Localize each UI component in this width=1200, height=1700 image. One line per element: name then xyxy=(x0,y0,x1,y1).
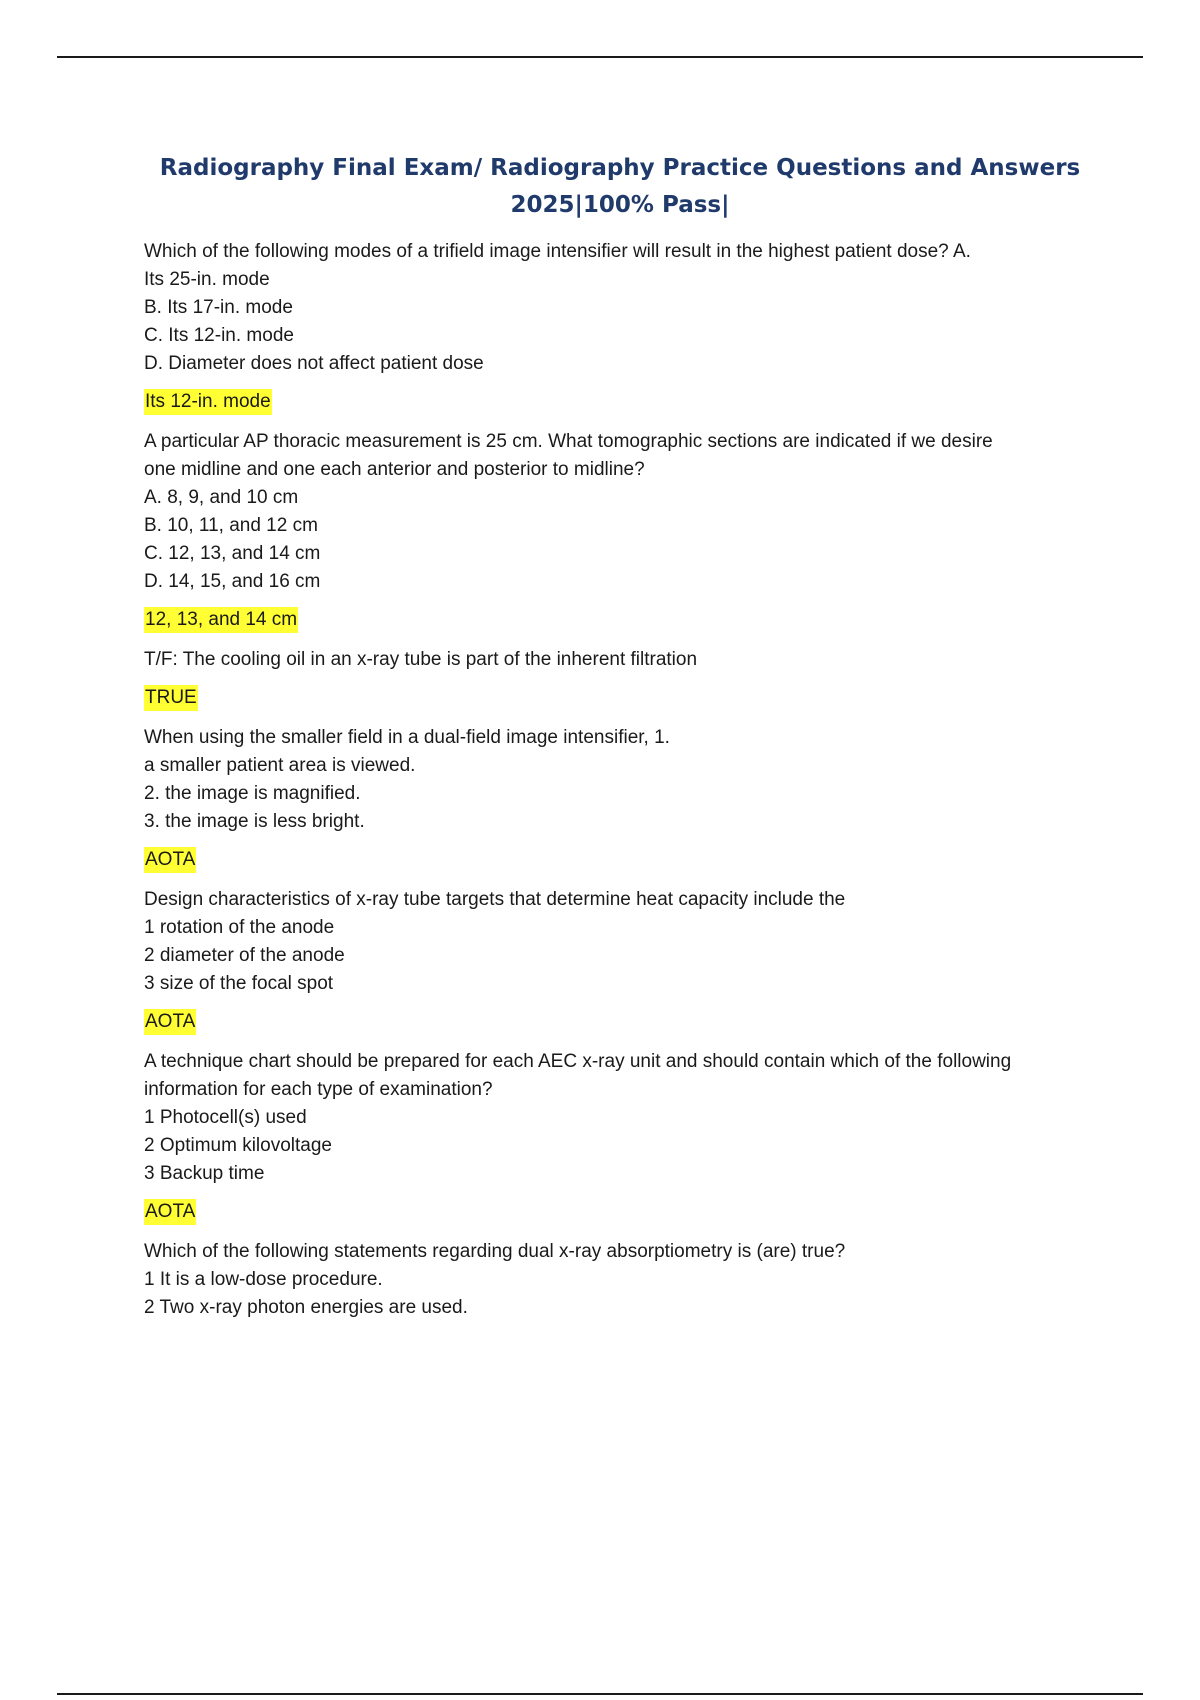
title-line-1: Radiography Final Exam/ Radiography Practice Questions and Answers xyxy=(159,155,1081,181)
question-text-line: 2 diameter of the anode xyxy=(144,945,345,966)
question-item xyxy=(144,646,1094,674)
question-text-line: A particular AP thoracic measurement is 25 cm. What tomographic sections are indicated if we desire xyxy=(144,431,993,452)
answer-highlight: AOTA xyxy=(144,1199,196,1225)
question-text-line: D. 14, 15, and 16 cm xyxy=(144,571,321,592)
question-text-line: Design characteristics of x-ray tube targets that determine heat capacity include the xyxy=(144,889,846,910)
answer-highlight: AOTA xyxy=(144,847,196,873)
header-rule xyxy=(57,56,1143,58)
question-text-line: 3 Backup time xyxy=(144,1163,265,1184)
question-text-line: A technique chart should be prepared for each AEC x-ray unit and should contain which of the following xyxy=(144,1051,1012,1072)
question-text-line: D. Diameter does not affect patient dose xyxy=(144,353,484,374)
answer-highlight: AOTA xyxy=(144,1009,196,1035)
question-text-line: Which of the following statements regarding dual x-ray absorptiometry is (are) true? xyxy=(144,1241,846,1262)
question-text-line: B. 10, 11, and 12 cm xyxy=(144,515,318,536)
question-item xyxy=(144,238,1094,378)
question-text-line: information for each type of examination? xyxy=(144,1079,493,1100)
question-item xyxy=(144,428,1094,596)
question-text-line: 2. the image is magnified. xyxy=(144,783,361,804)
question-text-line: 3. the image is less bright. xyxy=(144,811,365,832)
question-item xyxy=(144,724,1094,836)
question-text-line: When using the smaller field in a dual-field image intensifier, 1. xyxy=(144,727,670,748)
question-text-line: C. 12, 13, and 14 cm xyxy=(144,543,321,564)
answer-highlight: 12, 13, and 14 cm xyxy=(144,607,298,633)
question-text-line: Which of the following modes of a trifield image intensifier will result in the highest patient dose? A. xyxy=(144,241,971,262)
question-text-line: 2 Two x-ray photon energies are used. xyxy=(144,1297,468,1318)
answer-highlight: TRUE xyxy=(144,685,198,711)
question-text-line: 3 size of the focal spot xyxy=(144,973,334,994)
question-text-line: Its 25-in. mode xyxy=(144,269,270,290)
qa-list xyxy=(144,238,1094,1322)
question-text-line: one midline and one each anterior and posterior to midline? xyxy=(144,459,645,480)
question-item xyxy=(144,1238,1094,1322)
question-text-line: 2 Optimum kilovoltage xyxy=(144,1135,332,1156)
answer-highlight: Its 12-in. mode xyxy=(144,389,272,415)
title-line-2: 2025|100% Pass| xyxy=(510,192,730,218)
question-text-line: 1 Photocell(s) used xyxy=(144,1107,307,1128)
question-item xyxy=(144,1048,1094,1188)
question-text-line: B. Its 17-in. mode xyxy=(144,297,293,318)
question-text-line: a smaller patient area is viewed. xyxy=(144,755,416,776)
question-text-line: A. 8, 9, and 10 cm xyxy=(144,487,299,508)
footer-rule xyxy=(57,1693,1143,1695)
question-text-line: T/F: The cooling oil in an x-ray tube is part of the inherent filtration xyxy=(144,649,698,670)
question-text-line: 1 It is a low-dose procedure. xyxy=(144,1269,383,1290)
question-text-line: 1 rotation of the anode xyxy=(144,917,335,938)
question-item xyxy=(144,886,1094,998)
document-title xyxy=(100,150,1140,224)
question-text-line: C. Its 12-in. mode xyxy=(144,325,294,346)
